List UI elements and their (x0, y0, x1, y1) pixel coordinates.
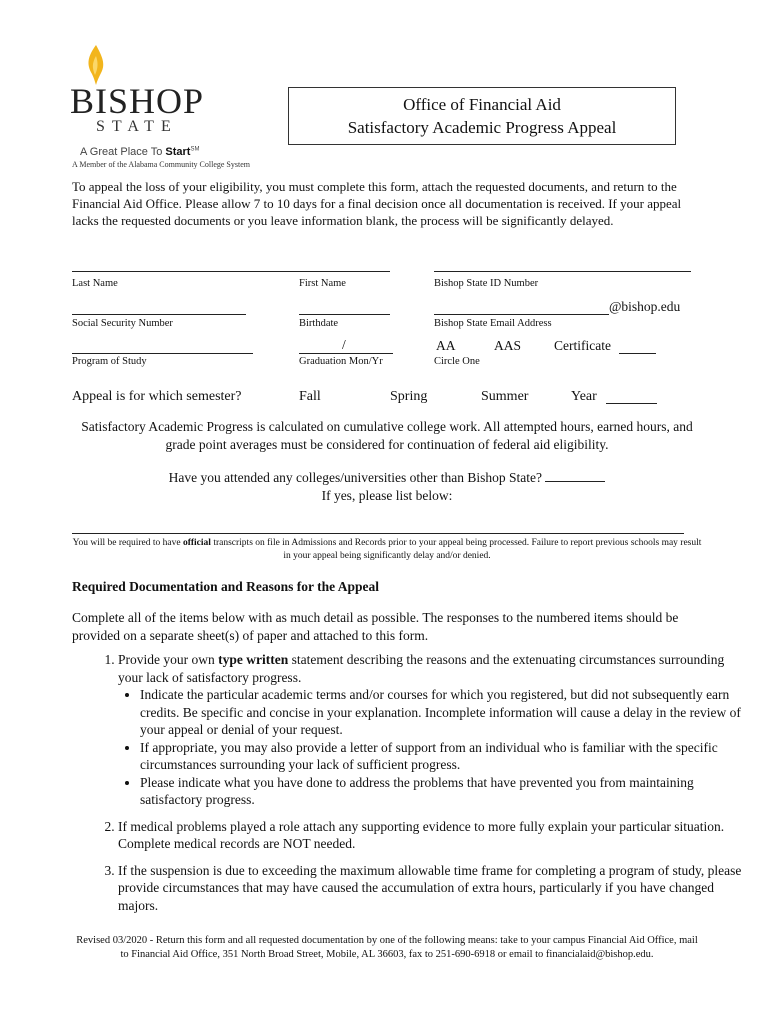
email-field[interactable] (434, 314, 609, 315)
other-colleges-list-prompt: If yes, please list below: (321, 488, 453, 503)
semester-fall[interactable]: Fall (299, 389, 321, 404)
last-name-label: Last Name (72, 278, 118, 289)
program-label: Program of Study (72, 356, 147, 367)
member-note: A Member of the Alabama Community College System (72, 160, 250, 169)
revision-footer: Revised 03/2020 - Return this form and all requested documentation by one of the following means: take to your campus Financial Aid Office, mail to Financial Aid Office, 351 North Broad Street, Mobile, AL 36603, fax to 251-690-6918 or email to financialaid@bishop.edu. (76, 935, 698, 960)
degree-certificate[interactable]: Certificate (554, 338, 611, 353)
semester-question: Appeal is for which semester? (72, 389, 242, 404)
program-field[interactable] (72, 353, 253, 354)
other-colleges-list-field[interactable] (72, 533, 684, 534)
degree-aas[interactable]: AAS (494, 338, 522, 353)
first-name-label: First Name (299, 278, 346, 289)
required-item-1: 1. Provide your own type written statement describing the reasons and the extenuating circumstances surrounding your lack of satisfactory progress. • Indicate the particular academic terms and/or courses for which you registered, but did not subsequently earn credits. Be specific and concise in your explanation. Incomplete information will cause a delay in the review of your appeal or denial of your request. • If appropriate, you may also provide a letter of support from an individual who is familiar with the specific circumstances surrounding your lack of sufficient progress. • Please indicate what you have done to address the problems that have prevented you from maintaining satisfactory progress. (118, 651, 748, 809)
graduation-label: Graduation Mon/Yr (299, 356, 383, 367)
logo-state: STATE (96, 118, 178, 135)
graduation-field[interactable] (299, 353, 393, 354)
logo-tagline: A Great Place To Start℠ (80, 146, 200, 158)
transcript-note: You will be required to have official transcripts on file in Admissions and Records prior to your appeal being processed. Failure to report previous schools may result in your appeal being significantly delay and/or denied. (72, 538, 702, 561)
required-heading: Required Documentation and Reasons for the Appeal (72, 579, 380, 594)
email-label: Bishop State Email Address (434, 318, 552, 329)
sap-statement: Satisfactory Academic Progress is calculated on cumulative college work. All attempted hours, earned hours, and grade point averages must be considered for continuation of federal aid eligibility. (81, 419, 693, 452)
required-items-list (72, 651, 748, 923)
id-number-field[interactable] (434, 271, 691, 272)
other-colleges-question: Have you attended any colleges/universities other than Bishop State? (72, 468, 702, 487)
bullet-item: • Indicate the particular academic terms and/or courses for which you registered, but did not subsequently earn credits. Be specific and concise in your explanation. Incomplete information will cause a delay in the review of your appeal or denial of your request. (140, 686, 748, 739)
birthdate-field[interactable] (299, 314, 390, 315)
certificate-field[interactable] (619, 353, 656, 354)
circle-one-label: Circle One (434, 356, 480, 367)
form-title: Satisfactory Academic Progress Appeal (347, 118, 617, 137)
required-item-2: 2. If medical problems played a role attach any supporting evidence to more fully explain your particular situation. Complete medical records are NOT needed. (118, 818, 748, 853)
logo-wordmark: BISHOP (70, 81, 205, 121)
birthdate-label: Birthdate (299, 318, 339, 329)
bullet-item: • If appropriate, you may also provide a letter of support from an individual who is familiar with the specific circumstances surrounding your lack of sufficient progress. (140, 739, 748, 774)
last-name-field[interactable] (72, 271, 390, 272)
email-suffix: @bishop.edu (609, 299, 681, 314)
graduation-separator: / (342, 337, 346, 352)
item-1-bullets (118, 686, 748, 809)
required-item-3: 3. If the suspension is due to exceeding the maximum allowable time frame for completing a program of study, please provide circumstances that may have caused the accumulation of extra hours, particularly if you have changed majors. (118, 862, 748, 915)
ssn-label: Social Security Number (72, 318, 173, 329)
office-title: Office of Financial Aid (403, 95, 561, 114)
year-label: Year (571, 389, 597, 404)
year-field[interactable] (606, 403, 657, 404)
ssn-field[interactable] (72, 314, 246, 315)
semester-summer[interactable]: Summer (481, 389, 529, 404)
bullet-item: • Please indicate what you have done to address the problems that have prevented you from maintaining satisfactory progress. (140, 774, 748, 809)
semester-spring[interactable]: Spring (390, 389, 428, 404)
intro-paragraph: To appeal the loss of your eligibility, you must complete this form, attach the requested documents, and return to the Financial Aid Office. Please allow 7 to 10 days for a final decision once all documentation is received. If your appeal lacks the requested documents or you leave information blank, the process will be significantly delayed. (72, 179, 682, 228)
degree-aa[interactable]: AA (436, 338, 456, 353)
required-instructions: Complete all of the items below with as much detail as possible. The responses to the numbered items should be provided on a separate sheet(s) of paper and attached to this form. (72, 610, 679, 643)
title-box (288, 87, 676, 145)
id-number-label: Bishop State ID Number (434, 278, 539, 289)
other-colleges-answer-field[interactable] (545, 468, 605, 482)
